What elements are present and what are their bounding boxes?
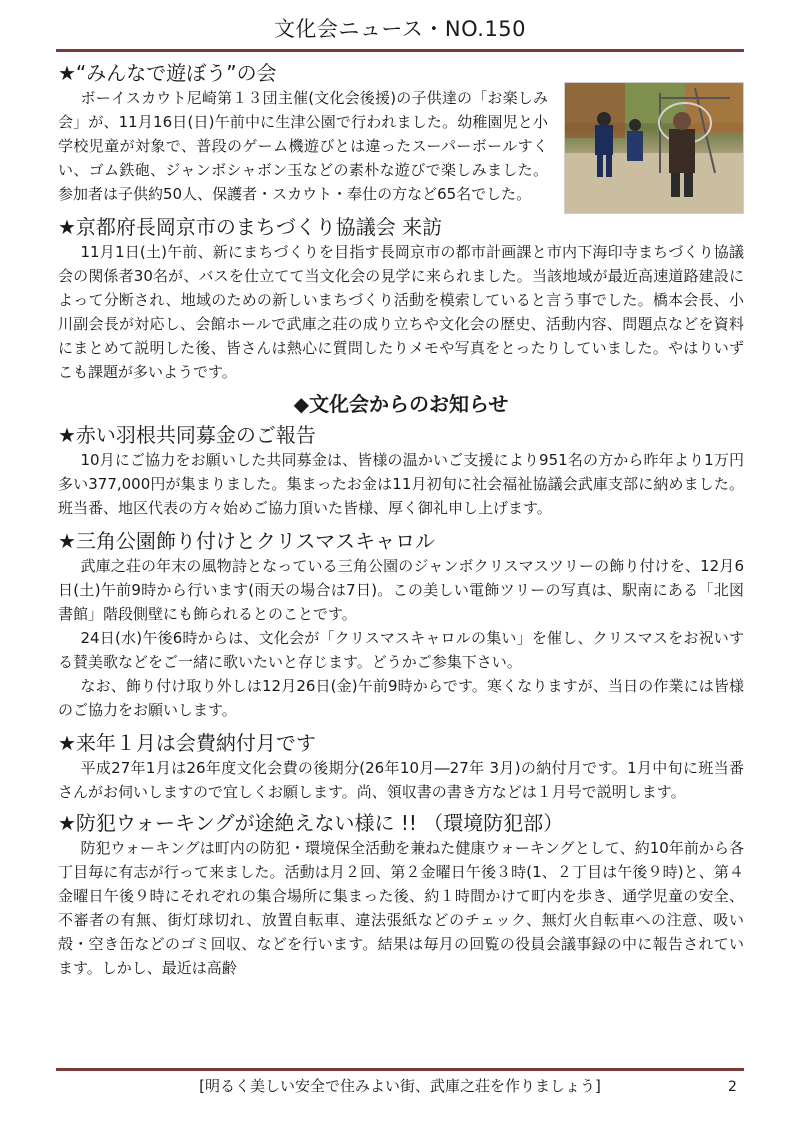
section-nagaokakyo-visit bbox=[58, 214, 744, 384]
section-paragraph: なお、飾り付け取り外しは12月26日(金)午前9時からです。寒くなりますが、当日の作業には皆様のご協力をお願いします。 bbox=[58, 677, 744, 719]
section-paragraph: 24日(水)午後6時からは、文化会が「クリスマスキャロルの集い」を催し、クリスマスをお祝いする賛美歌などをご一緒に歌いたいと存じます。どうかご参集下さい。 bbox=[58, 629, 744, 671]
section-membership-fee bbox=[58, 730, 744, 804]
section-paragraph: 武庫之荘の年末の風物詩となっている三角公園のジャンボクリスマスツリーの飾り付けを、12月6日(土)午前9時から行います(雨天の場合は7日)。この美しい電飾ツリーの写真は、駅南にある「北図書館」階段側壁にも飾られるとのことです。 bbox=[58, 557, 744, 623]
section-heading: ★三角公園飾り付けとクリスマスキャロル bbox=[58, 529, 436, 553]
section-paragraph: ボーイスカウト尼崎第１３団主催(文化会後援)の子供達の「お楽しみ会」が、11月16日(日)午前中に生津公園で行われました。幼稚園児と小学校児童が対象で、普段のゲーム機遊びとは違ったスーパーボールすくい、ゴム鉄砲、ジャンボシャボン玉などの素朴な遊びで楽しみました。参加者は子供約50人、保護者・スカウト・奉仕の方など65名でした。 bbox=[58, 89, 548, 203]
page-header-title: 文化会ニュース・NO.150 bbox=[273, 17, 527, 41]
event-photo bbox=[564, 82, 744, 214]
footer-rule bbox=[56, 1068, 744, 1071]
section-red-feather bbox=[58, 422, 744, 520]
section-heading: ★京都府長岡京市のまちづくり協議会 来訪 bbox=[58, 215, 443, 239]
header-rule bbox=[56, 49, 744, 52]
section-paragraph: 平成27年1月は26年度文化会費の後期分(26年10月―27年 3月)の納付月です。1月中旬に班当番さんがお伺いしますので宜しくお願します。尚、領収書の書き方などは１月号で説明します。 bbox=[58, 759, 744, 801]
page-number: 2 bbox=[728, 1079, 737, 1095]
section-paragraph: 10月にご協力をお願いした共同募金は、皆様の温かいご支援により951名の方から昨年より1万円多い377,000円が集まりました。集まったお金は11月初旬に社会福祉協議会武庫支部に納めました。班当番、地区代表の方々始めご協力頂いた皆様、厚く御礼申し上げます。 bbox=[58, 451, 744, 517]
section-paragraph: 11月1日(土)午前、新にまちづくりを目指す長岡京市の都市計画課と市内下海印寺まちづくり協議会の関係者30名が、バスを仕立てて当文化会の見学に来られました。当該地域が最近高速道路建設によって分断され、地域のための新しいまちづくり活動を模索していると言う事でした。橋本会長、小川副会長が対応し、会館ホールで武庫之荘の成り立ちや文化会の歴史、活動内容、問題点などを資料にまとめて説明した後、皆さんは熱心に質問したりメモや写真をとったりしていました。やはりいずこも課題が多いようです。 bbox=[58, 243, 744, 381]
page-content bbox=[58, 60, 744, 980]
section-heading: ★“みんなで遊ぼう”の会 bbox=[58, 61, 277, 85]
section-heading: ★赤い羽根共同募金のご報告 bbox=[58, 423, 316, 447]
section-christmas bbox=[58, 528, 744, 722]
section-paragraph: 防犯ウォーキングは町内の防犯・環境保全活動を兼ねた健康ウォーキングとして、約10年前から各丁目毎に有志が行って来ました。活動は月２回、第２金曜日午後３時(1、２丁目は午後９時)と、第４金曜日午後９時にそれぞれの集合場所に集まった後、約１時間かけて町内を歩き、通学児童の安全、不審者の有無、街灯球切れ、放置自転車、違法張紙などのチェック、無灯火自転車への注意、吸い殻・空き缶などのゴミ回収、などを行います。結果は毎月の回覧の役員会議事録の中に報告されています。しかし、最近は高齢 bbox=[58, 839, 744, 977]
section-minnade-asobou bbox=[58, 60, 744, 206]
footer-motto: [明るく美しい安全で住みよい街、武庫之荘を作りましょう] bbox=[199, 1077, 601, 1095]
notice-heading: ◆文化会からのお知らせ bbox=[293, 392, 509, 416]
section-heading: ★防犯ウォーキングが途絶えない様に !! （環境防犯部） bbox=[58, 811, 564, 835]
section-crime-prevention-walking bbox=[58, 810, 744, 980]
section-heading: ★来年１月は会費納付月です bbox=[58, 731, 316, 755]
